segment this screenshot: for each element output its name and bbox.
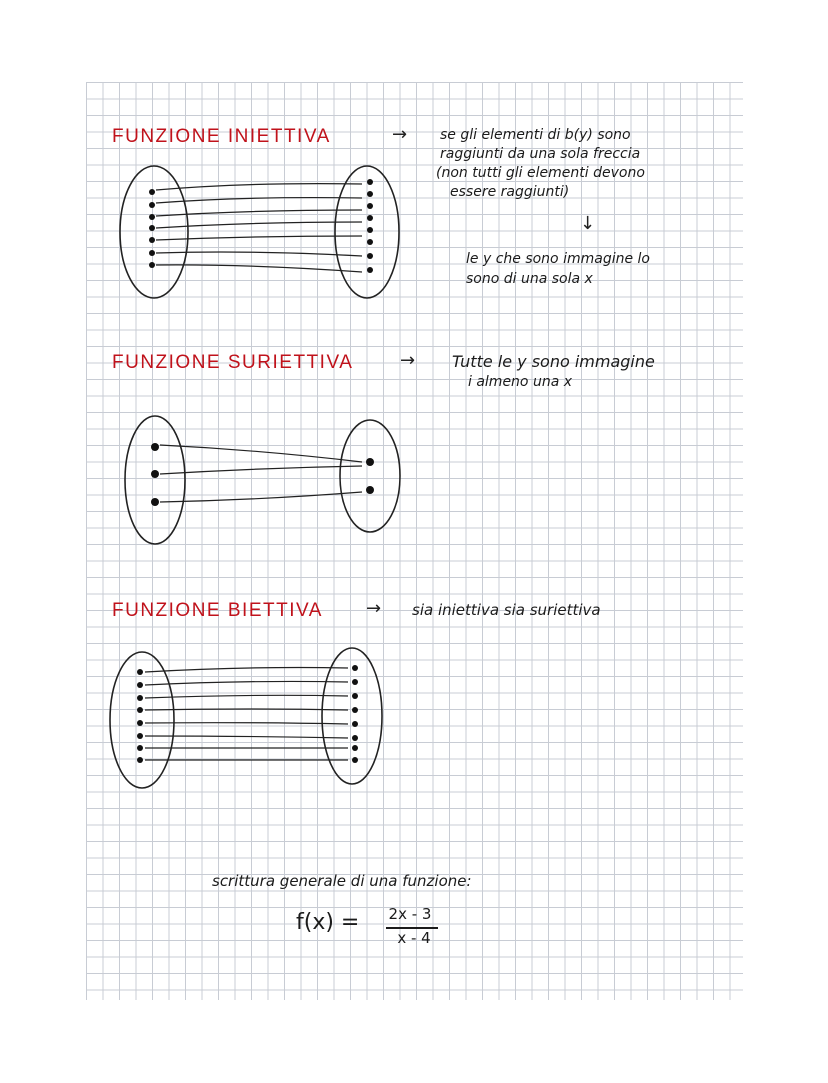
codomain-points	[352, 665, 358, 763]
formula-denominator: x - 4	[397, 929, 431, 947]
injective-desc-line-2: raggiunti da una sola freccia	[440, 146, 641, 162]
mapping-arrows	[145, 668, 348, 761]
formula-lhs: f(x) =	[296, 910, 360, 935]
bijective-arrow: →	[366, 598, 382, 619]
mapping-arrows	[156, 184, 362, 272]
formula-caption: scrittura generale di una funzione:	[212, 872, 472, 890]
bijective-title: FUNZIONE BIETTIVA	[112, 600, 323, 621]
injective-desc-line-1: se gli elementi di b(y) sono	[440, 127, 631, 143]
bijective-desc: sia iniettiva sia suriettiva	[412, 601, 601, 619]
injective-note-line-2: sono di una sola x	[466, 271, 593, 287]
injective-note-line-1: le y che sono immagine lo	[466, 251, 650, 267]
codomain-points	[366, 458, 374, 494]
formula-numerator: 2x - 3	[388, 905, 432, 923]
codomain-set	[322, 648, 382, 784]
surjective-desc-line-1: Tutte le y sono immagine	[452, 352, 655, 371]
injective-arrow: →	[392, 124, 408, 145]
surjective-diagram	[100, 410, 420, 560]
mapping-arrows	[160, 445, 362, 502]
injective-desc-line-3: (non tutti gli elementi devono	[436, 165, 645, 181]
domain-points	[137, 669, 143, 763]
surjective-arrow: →	[400, 350, 416, 371]
codomain-set	[335, 166, 399, 298]
injective-title: FUNZIONE INIETTIVA	[112, 126, 331, 147]
codomain-points	[367, 179, 373, 273]
injective-down-arrow: ↓	[580, 213, 596, 234]
injective-desc-line-4: essere raggiunti)	[450, 184, 570, 200]
codomain-set	[340, 420, 400, 532]
domain-points	[151, 443, 159, 506]
domain-points	[149, 189, 155, 268]
injective-diagram	[100, 160, 420, 310]
domain-set	[125, 416, 185, 544]
domain-set	[120, 166, 188, 298]
surjective-title: FUNZIONE SURIETTIVA	[112, 352, 354, 373]
surjective-desc-line-2: i almeno una x	[468, 374, 573, 390]
bijective-diagram	[100, 640, 420, 800]
